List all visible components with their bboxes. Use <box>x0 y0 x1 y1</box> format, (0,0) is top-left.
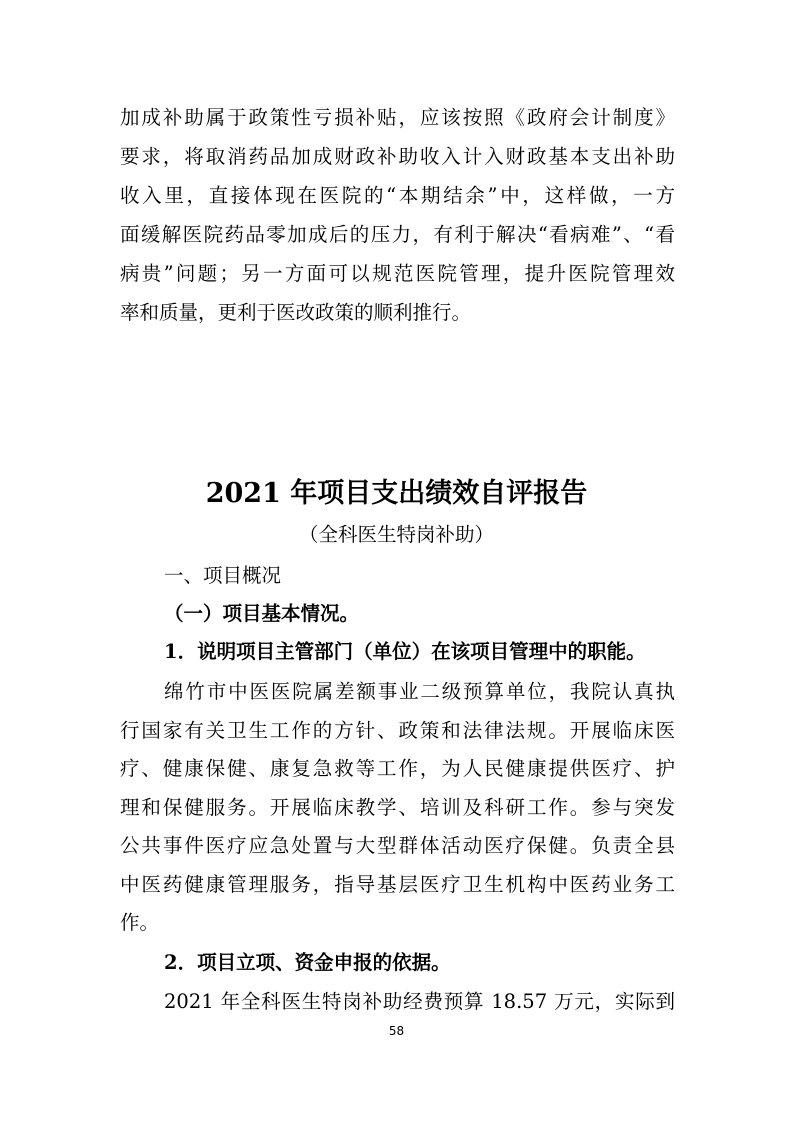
paragraph-line: 面缓解医院药品零加成后的压力，有利于解决“看病难”、“看 <box>120 223 675 246</box>
paragraph-line: 理和保健服务。开展临床教学、培训及科研工作。参与突发 <box>120 796 675 819</box>
paragraph-line: 作。 <box>120 911 160 934</box>
paragraph-line: 要求，将取消药品加成财政补助收入计入财政基本支出补助 <box>120 145 675 168</box>
paragraph-line: 率和质量，更利于医改政策的顺利推行。 <box>120 301 472 324</box>
paragraph-line: 加成补助属于政策性亏损补贴，应该按照《政府会计制度》 <box>120 106 675 129</box>
paragraph-line: 公共事件医疗应急处置与大型群体活动医疗保健。负责全县 <box>120 834 675 857</box>
paragraph-line: 疗、健康保健、康复急救等工作，为人民健康提供医疗、护 <box>120 757 675 780</box>
paragraph-line: 2021 年全科医生特岗补助经费预算 18.57 万元，实际到 <box>164 990 675 1013</box>
section-heading: 一、项目概况 <box>164 564 282 587</box>
item-heading: 2．项目立项、资金申报的依据。 <box>164 951 451 974</box>
subsection-heading: （一）项目基本情况。 <box>164 602 360 625</box>
paragraph-line: 绵竹市中医医院属差额事业二级预算单位，我院认真执 <box>164 680 675 703</box>
report-title: 2021 年项目支出绩效自评报告 <box>205 478 588 509</box>
item-heading: 1．说明项目主管部门（单位）在该项目管理中的职能。 <box>164 640 646 663</box>
paragraph-line: 中医药健康管理服务，指导基层医疗卫生机构中医药业务工 <box>120 873 675 896</box>
paragraph-line: 病贵”问题；另一方面可以规范医院管理，提升医院管理效 <box>120 262 675 285</box>
paragraph-line: 收入里，直接体现在医院的“本期结余”中，这样做，一方 <box>120 184 675 207</box>
report-subtitle: （全科医生特岗补助） <box>298 523 494 546</box>
paragraph-line: 行国家有关卫生工作的方针、政策和法律法规。开展临床医 <box>120 719 675 742</box>
page-number: 58 <box>388 1024 405 1038</box>
